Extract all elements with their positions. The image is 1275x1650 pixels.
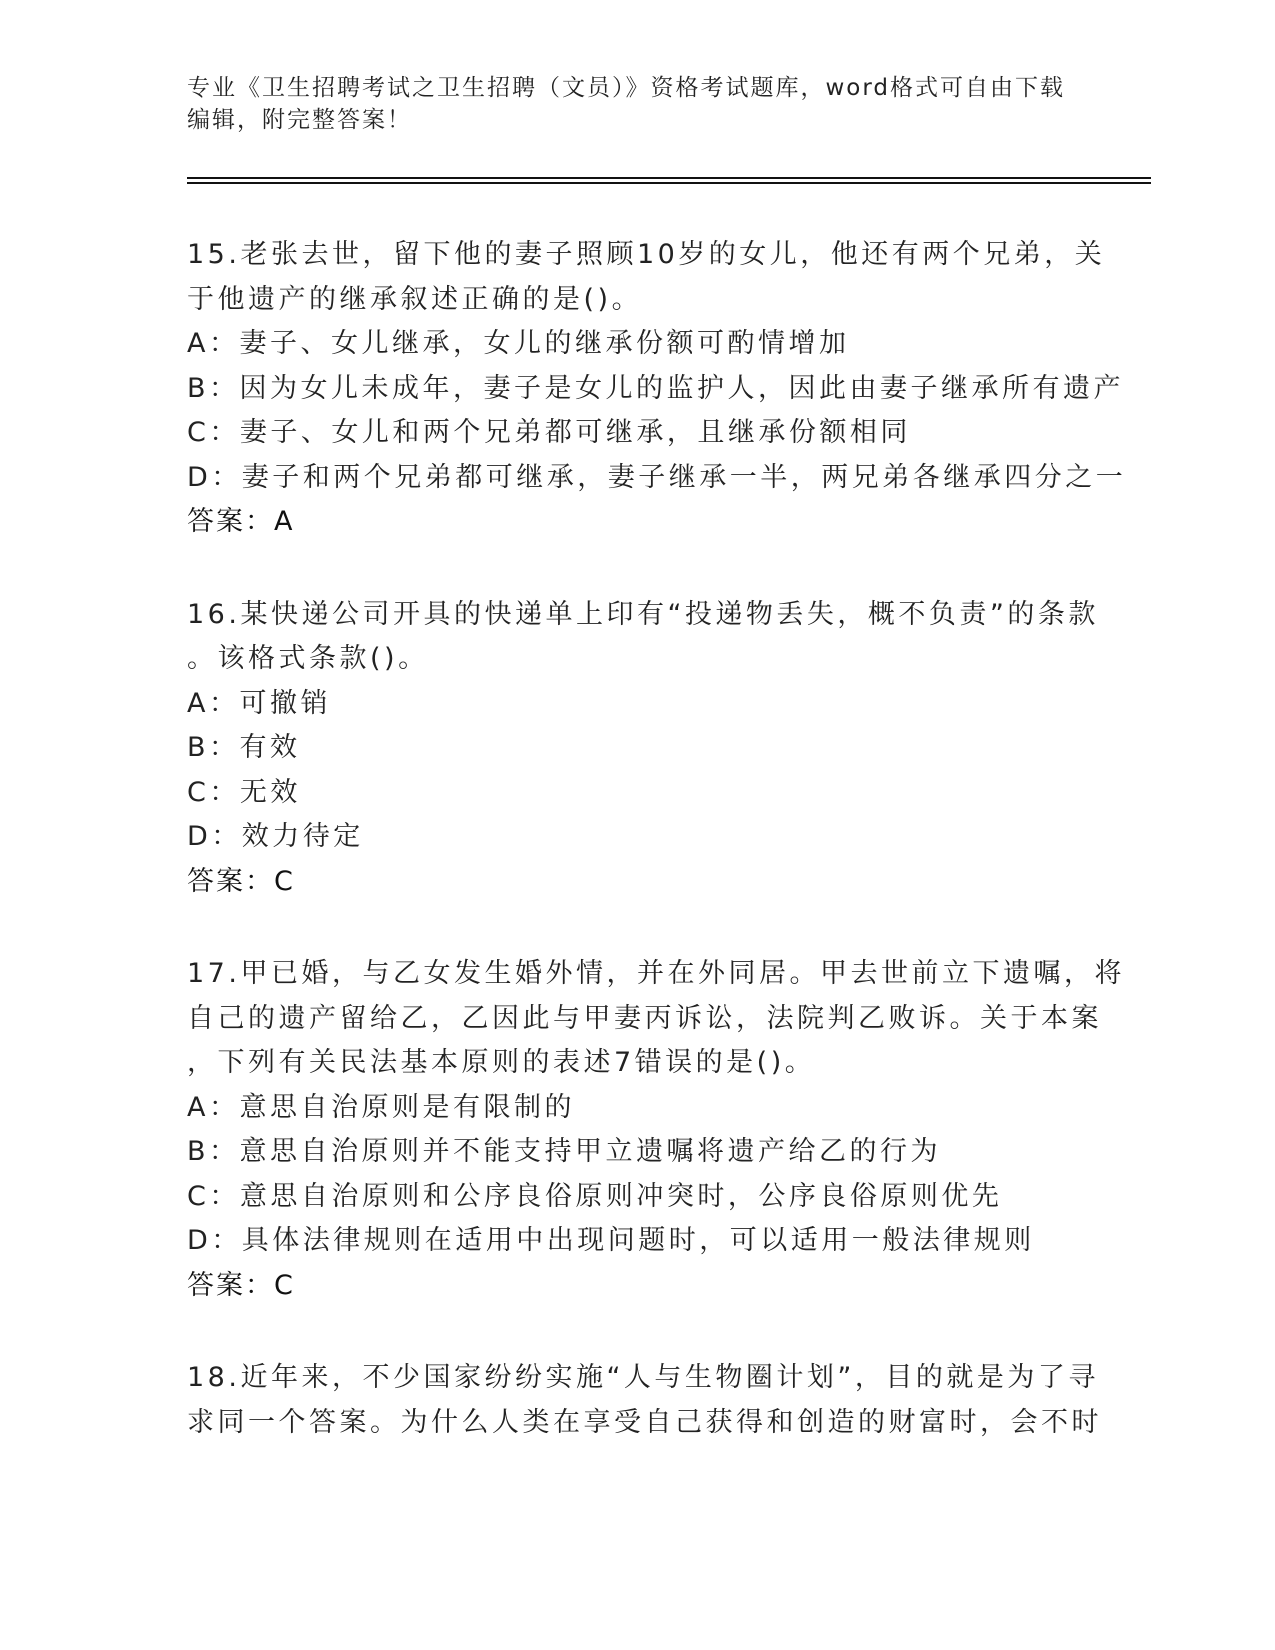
option-a: A：可撤销 xyxy=(187,687,331,719)
answer-value: A xyxy=(274,506,294,537)
option-a: A：妻子、女儿继承，女儿的继承份额可酌情增加 xyxy=(187,328,850,359)
option-d: D：效力待定 xyxy=(187,821,364,852)
question-16 xyxy=(187,593,1099,905)
answer-value: C xyxy=(274,1269,294,1301)
option-c: C：意思自治原则和公序良俗原则冲突时，公序良俗原则优先 xyxy=(187,1180,1003,1212)
question-list xyxy=(187,233,1127,1493)
question-17 xyxy=(187,952,1125,1308)
option-a: A：意思自治原则是有限制的 xyxy=(187,1091,575,1123)
option-b: B：意思自治原则并不能支持甲立遗嘱将遗产给乙的行为 xyxy=(187,1136,942,1167)
header-divider-top xyxy=(187,177,1151,179)
question-stem-line: 自己的遗产留给乙，乙因此与甲妻丙诉讼，法院判乙败诉。关于本案 xyxy=(187,1002,1102,1034)
header-line-2: 编辑，附完整答案！ xyxy=(187,107,412,133)
header-line-1: 专业《卫生招聘考试之卫生招聘（文员）》资格考试题库，word格式可自由下载 xyxy=(187,75,1066,101)
question-stem-line: 于他遗产的继承叙述正确的是()。 xyxy=(187,283,643,315)
option-d: D：妻子和两个兄弟都可继承，妻子继承一半，两兄弟各继承四分之一 xyxy=(187,461,1127,493)
answer-value: C xyxy=(274,865,294,897)
question-stem-line: 18.近年来，不少国家纷纷实施“人与生物圈计划”，目的就是为了寻 xyxy=(187,1362,1099,1393)
question-15 xyxy=(187,233,1127,545)
answer-label: 答案： xyxy=(187,1269,274,1301)
option-d: D：具体法律规则在适用中出现问题时，可以适用一般法律规则 xyxy=(187,1225,1035,1256)
question-stem-line: 15.老张去世，留下他的妻子照顾10岁的女儿，他还有两个兄弟，关 xyxy=(187,239,1106,270)
answer xyxy=(187,500,1087,545)
answer xyxy=(187,860,1087,905)
question-stem-line: ，下列有关民法基本原则的表述7错误的是()。 xyxy=(187,1047,816,1078)
option-b: B：有效 xyxy=(187,732,301,763)
option-c: C：妻子、女儿和两个兄弟都可继承，且继承份额相同 xyxy=(187,417,911,448)
document-header xyxy=(187,72,1087,136)
question-18 xyxy=(187,1356,1102,1445)
option-c: C：无效 xyxy=(187,776,301,808)
answer-label: 答案： xyxy=(187,506,274,537)
answer xyxy=(187,1264,1087,1309)
option-b: B：因为女儿未成年，妻子是女儿的监护人，因此由妻子继承所有遗产 xyxy=(187,372,1125,404)
question-stem-line: 求同一个答案。为什么人类在享受自己获得和创造的财富时，会不时 xyxy=(187,1406,1102,1438)
question-stem-line: 17.甲已婚，与乙女发生婚外情，并在外同居。甲去世前立下遗嘱，将 xyxy=(187,958,1125,989)
question-stem-line: 。该格式条款()。 xyxy=(187,643,429,674)
answer-label: 答案： xyxy=(187,865,274,897)
question-stem-line: 16.某快递公司开具的快递单上印有“投递物丢失，概不负责”的条款 xyxy=(187,598,1099,630)
header-divider-bottom xyxy=(187,182,1151,184)
